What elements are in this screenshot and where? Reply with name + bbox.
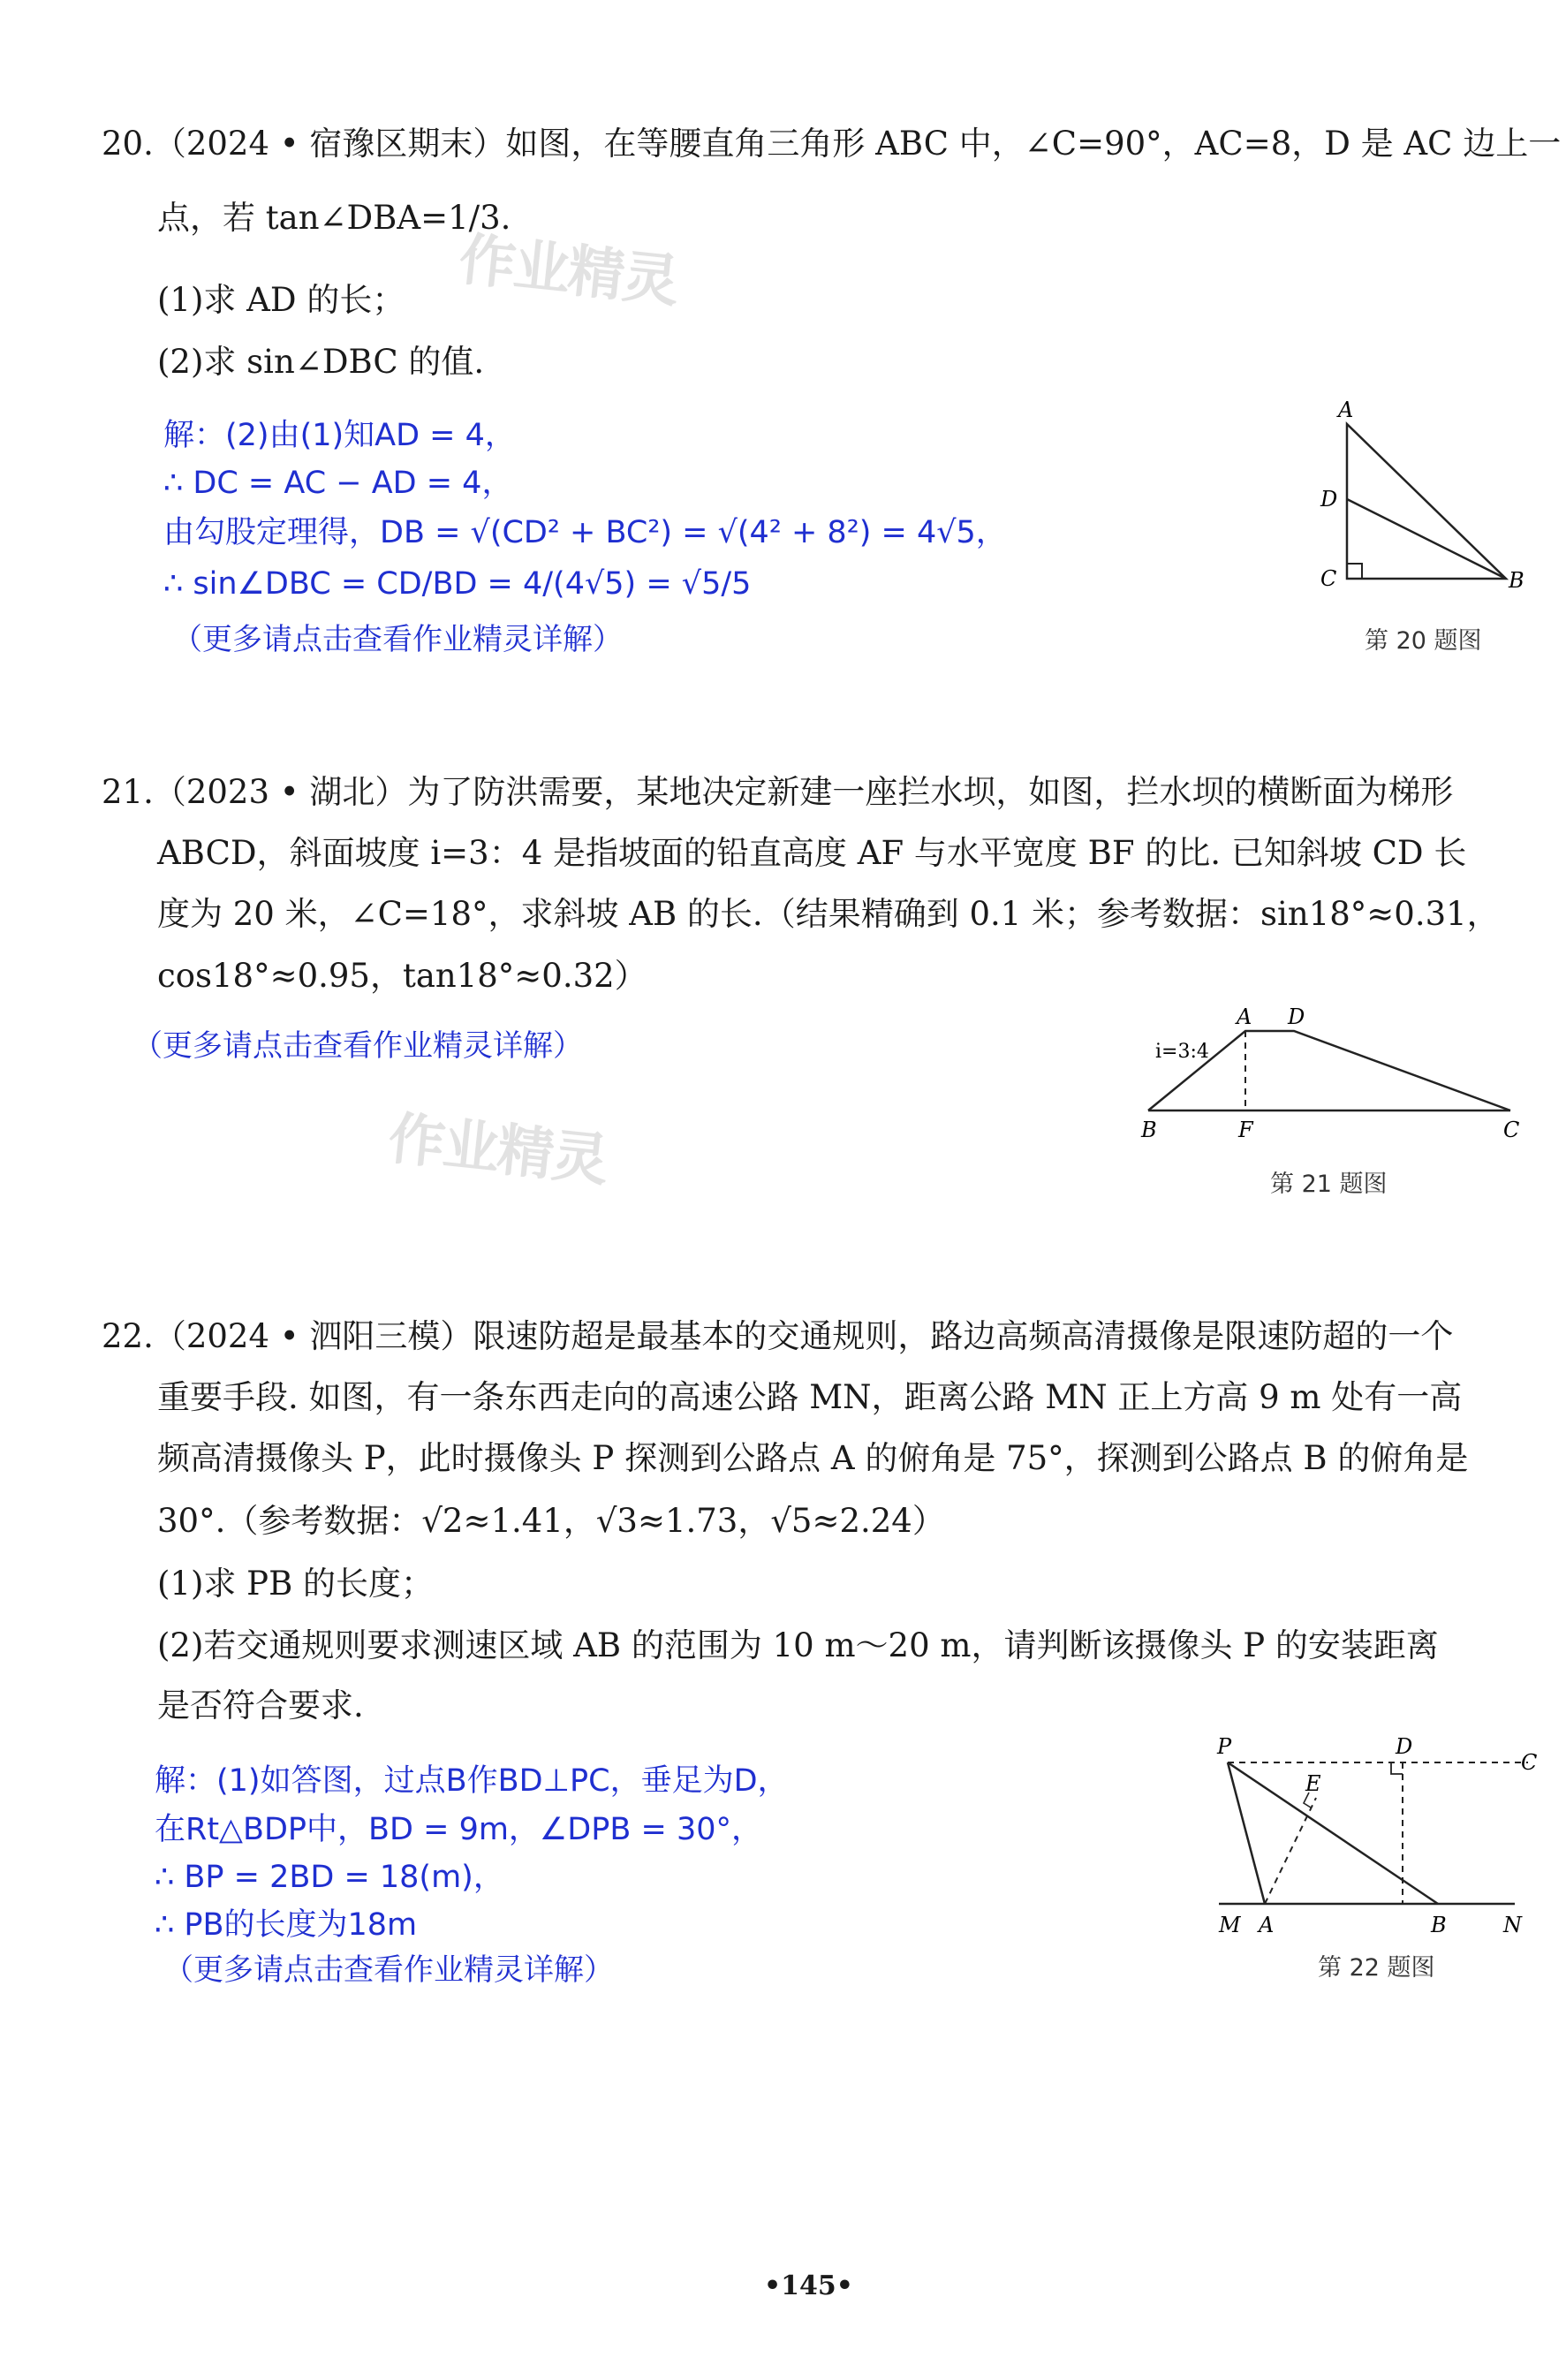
q20-solution-line: 解：(2)由(1)知AD = 4， bbox=[163, 418, 516, 453]
q22-line-2: 重要手段. 如图，有一条东西走向的高速公路 MN，距离公路 MN 正上方高 9 m 处有一高 bbox=[157, 1378, 1463, 1416]
fig22-label-d: D bbox=[1396, 1734, 1413, 1759]
q22-part-2-cont: 是否符合要求. bbox=[157, 1686, 364, 1724]
fig21-label-f: F bbox=[1238, 1118, 1253, 1142]
watermark: 作业精灵 bbox=[385, 1106, 610, 1194]
q22-part-1: (1)求 PB 的长度； bbox=[157, 1565, 435, 1603]
q20-figure-caption: 第 20 题图 bbox=[1365, 627, 1482, 655]
fig21-slope-label: i=3:4 bbox=[1155, 1041, 1209, 1063]
q22-line-3: 频高清摄像头 P，此时摄像头 P 探测到公路点 A 的俯角是 75°，探测到公路点 B 的俯角是 bbox=[157, 1439, 1469, 1477]
q21-line-4: cos18°≈0.95，tan18°≈0.32） bbox=[157, 957, 647, 995]
q20-line-1: 20.（2024 • 宿豫区期末）如图，在等腰直角三角形 ABC 中，∠C=90°，AC=8，D 是 AC 边上一 bbox=[102, 125, 1562, 163]
fig22-label-e: E bbox=[1305, 1771, 1321, 1796]
fig20-label-b: B bbox=[1509, 568, 1524, 593]
q22-more-link[interactable]: （更多请点击查看作业精灵详解） bbox=[163, 1952, 614, 1988]
q21-more-link[interactable]: （更多请点击查看作业精灵详解） bbox=[132, 1028, 583, 1064]
fig22-label-c: C bbox=[1521, 1750, 1538, 1775]
q20-solution-line: ∴ DC = AC − AD = 4， bbox=[163, 466, 513, 501]
q21-line-2: ABCD，斜面坡度 i=3：4 是指坡面的铅直高度 AF 与水平宽度 BF 的比. 已知斜坡 CD 长 bbox=[157, 834, 1467, 872]
fig20-label-d: D bbox=[1320, 487, 1338, 512]
fig21-label-b: B bbox=[1141, 1118, 1157, 1142]
q22-solution-line: ∴ BP = 2BD = 18(m)， bbox=[155, 1860, 504, 1895]
watermark: 作业精灵 bbox=[456, 227, 681, 315]
fig20-label-c: C bbox=[1320, 566, 1337, 591]
q20-solution-line: ∴ sin∠DBC = CD/BD = 4/(4√5) = √5/5 bbox=[163, 566, 752, 602]
q20-part-2: (2)求 sin∠DBC 的值. bbox=[157, 343, 485, 381]
q22-solution-line: 解：(1)如答图，过点B作BD⊥PC，垂足为D， bbox=[155, 1763, 789, 1799]
fig22-label-a: A bbox=[1259, 1913, 1275, 1937]
fig22-label-p: P bbox=[1217, 1734, 1232, 1759]
fig21-label-d: D bbox=[1288, 1004, 1305, 1029]
fig21-label-a: A bbox=[1237, 1004, 1252, 1029]
fig21-label-c: C bbox=[1503, 1118, 1520, 1142]
q21-figure bbox=[1131, 1003, 1537, 1153]
q20-solution-line: 由勾股定理得，DB = √(CD² + BC²) = √(4² + 8²) = 4√5， bbox=[163, 515, 1007, 550]
fig22-label-b: B bbox=[1431, 1913, 1447, 1937]
fig22-label-n: N bbox=[1503, 1913, 1522, 1937]
q20-more-link[interactable]: （更多请点击查看作业精灵详解） bbox=[172, 622, 623, 657]
q22-part-2: (2)若交通规则要求测速区域 AB 的范围为 10 m～20 m，请判断该摄像头 P 的安装距离 bbox=[157, 1626, 1439, 1664]
q21-line-1: 21.（2023 • 湖北）为了防洪需要，某地决定新建一座拦水坝，如图，拦水坝的横断面为梯形 bbox=[102, 773, 1454, 811]
q22-solution-line: ∴ PB的长度为18m bbox=[155, 1907, 418, 1943]
fig22-label-m: M bbox=[1219, 1913, 1241, 1937]
q21-line-3: 度为 20 米，∠C=18°，求斜坡 AB 的长.（结果精确到 0.1 米；参考数据：sin18°≈0.31， bbox=[157, 895, 1500, 933]
q22-line-1: 22.（2024 • 泗阳三模）限速防超是最基本的交通规则，路边高频高清摄像是限速防超的一个 bbox=[102, 1317, 1454, 1355]
q20-part-1: (1)求 AD 的长； bbox=[157, 281, 405, 319]
fig20-label-a: A bbox=[1338, 398, 1354, 422]
q22-solution-line: 在Rt△BDP中，BD = 9m，∠DPB = 30°， bbox=[155, 1812, 762, 1847]
q20-figure bbox=[1307, 398, 1537, 601]
q22-figure-caption: 第 22 题图 bbox=[1318, 1954, 1435, 1982]
page-number: •145• bbox=[764, 2270, 853, 2301]
q20-line-2: 点，若 tan∠DBA=1/3. bbox=[157, 199, 511, 237]
q22-figure bbox=[1201, 1727, 1541, 1939]
q21-figure-caption: 第 21 题图 bbox=[1270, 1171, 1388, 1198]
q22-line-4: 30°.（参考数据：√2≈1.41，√3≈1.73，√5≈2.24） bbox=[157, 1502, 945, 1540]
